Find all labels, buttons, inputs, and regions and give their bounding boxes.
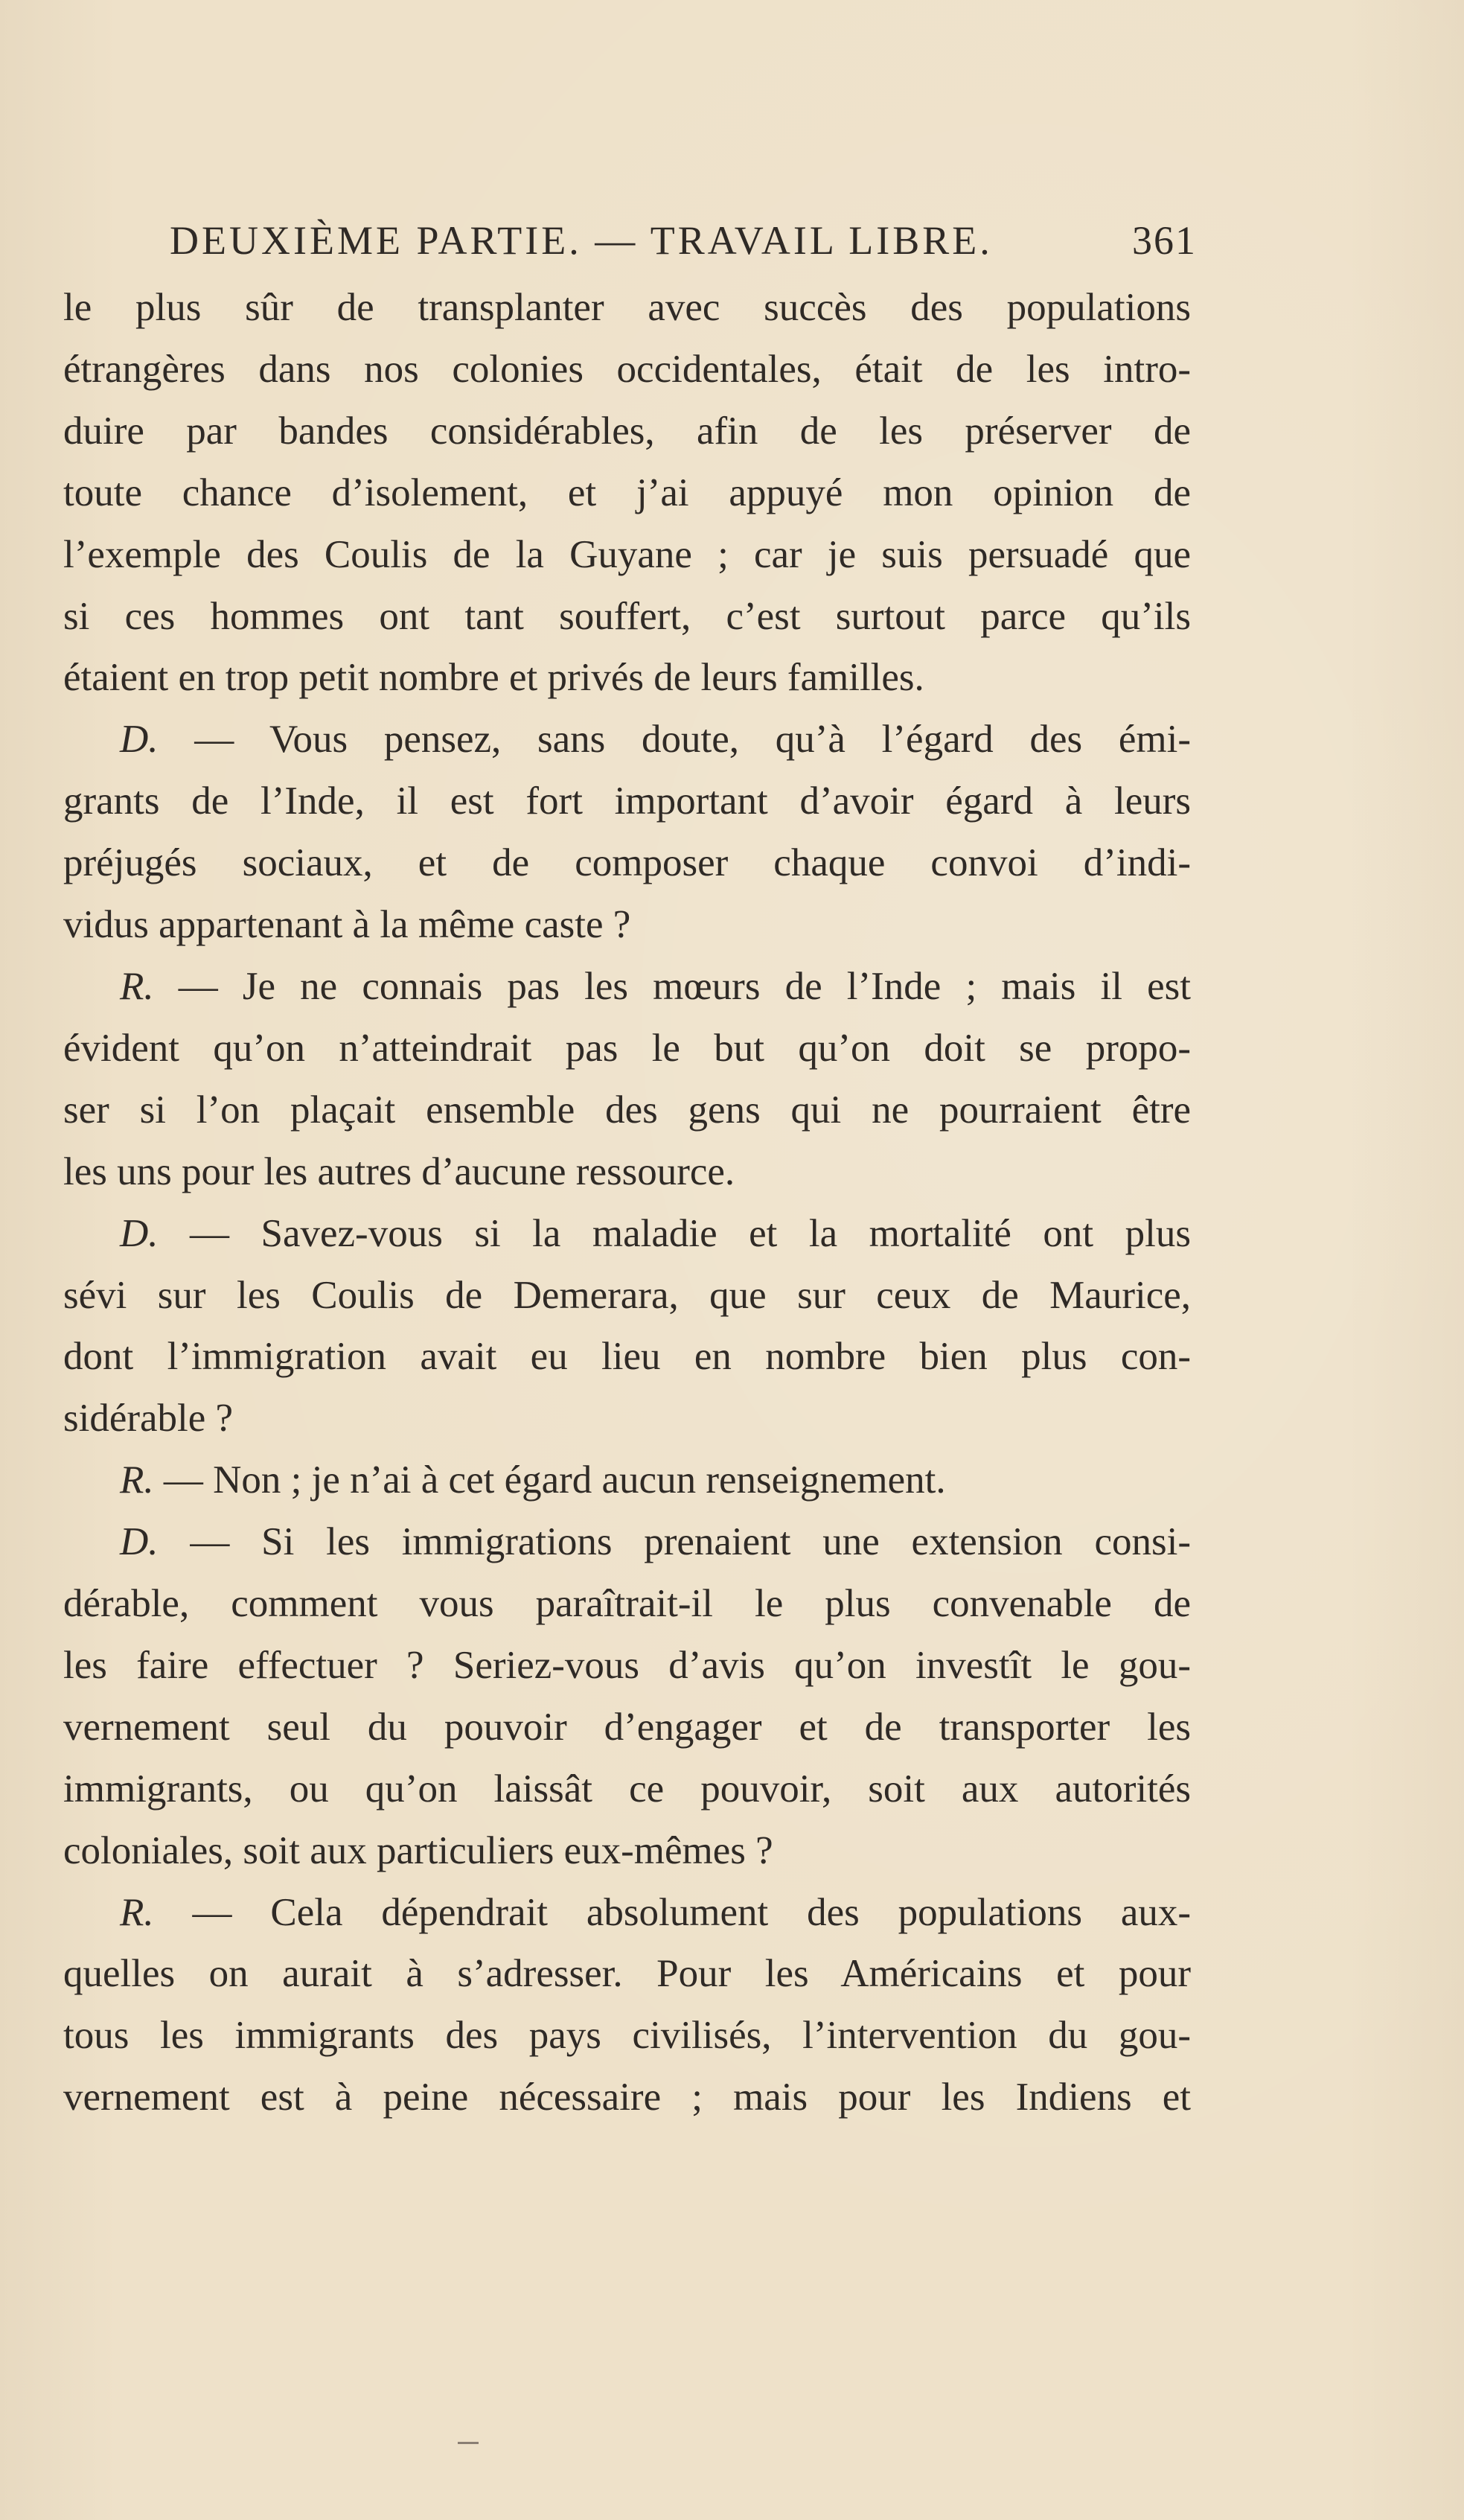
text-line: vidus appartenant à la même caste ? <box>63 903 631 947</box>
line-text: — Savez-vous si la maladie et la mortalité ont plus <box>158 1211 1191 1255</box>
speaker-label: R. <box>120 1458 154 1502</box>
text-line <box>63 1511 1191 1573</box>
text-line: le plus sûr de transplanter avec succès des populations <box>63 286 1191 329</box>
speaker-label: R. <box>120 1890 154 1934</box>
line-text: — Vous pensez, sans doute, qu’à l’égard des émi- <box>158 718 1191 762</box>
text-line: l’exemple des Coulis de la Guyane ; car je suis persuadé que <box>63 532 1191 576</box>
running-title: DEUXIÈME PARTIE. — TRAVAIL LIBRE. <box>170 218 993 263</box>
text-line: tous les immigrants des pays civilisés, l’intervention du gou- <box>63 2014 1191 2058</box>
text-line: vernement est à peine nécessaire ; mais pour les Indiens et <box>63 2076 1191 2119</box>
text-line: les faire effectuer ? Seriez-vous d’avis qu’on investît le gou- <box>63 1643 1191 1687</box>
question-paragraph <box>63 709 1191 956</box>
speaker-label: D. <box>120 718 159 762</box>
speaker-label: D. <box>120 1520 159 1564</box>
line-text: — Non ; je n’ai à cet égard aucun renseignement. <box>153 1458 946 1502</box>
question-paragraph <box>63 1203 1191 1450</box>
text-line <box>63 1203 1191 1265</box>
text-line: duire par bandes considérables, afin de les préserver de <box>63 409 1191 453</box>
line-text: — Je ne connais pas les mœurs de l’Inde ; mais il est <box>153 964 1191 1008</box>
line-text: — Cela dépendrait absolument des populations aux- <box>153 1890 1191 1934</box>
text-line: dérable, comment vous paraîtrait-il le plus convenable de <box>63 1582 1191 1626</box>
text-line: quelles on aurait à s’adresser. Pour les Américains et pour <box>63 1952 1191 1996</box>
answer-paragraph <box>63 1449 1191 1511</box>
text-line: sidérable ? <box>63 1397 234 1441</box>
text-line: dont l’immigration avait eu lieu en nombre bien plus con- <box>63 1335 1191 1379</box>
answer-paragraph <box>63 1882 1191 2129</box>
answer-paragraph <box>63 956 1191 1203</box>
page-number: 361 <box>1132 218 1197 263</box>
text-line <box>63 1882 1191 1944</box>
text-line: si ces hommes ont tant souffert, c’est surtout parce qu’ils <box>63 594 1191 638</box>
text-line: coloniales, soit aux particuliers eux-mêmes ? <box>63 1828 773 1872</box>
question-paragraph <box>63 1511 1191 1881</box>
text-line: immigrants, ou qu’on laissât ce pouvoir, soit aux autorités <box>63 1767 1191 1811</box>
text-line <box>63 956 1191 1018</box>
text-line: vernement seul du pouvoir d’engager et de transporter les <box>63 1705 1191 1749</box>
speaker-label: R. <box>120 964 154 1008</box>
text-line <box>63 1449 1191 1511</box>
text-line: évident qu’on n’atteindrait pas le but qu’on doit se propo- <box>63 1026 1191 1070</box>
text-line: grants de l’Inde, il est fort important d’avoir égard à leurs <box>63 779 1191 823</box>
text-line: toute chance d’isolement, et j’ai appuyé mon opinion de <box>63 470 1191 514</box>
body-text <box>63 277 1191 2128</box>
text-line <box>63 709 1191 771</box>
page-mark <box>458 2442 479 2444</box>
text-line: étaient en trop petit nombre et privés de leurs familles. <box>63 656 924 700</box>
page-header <box>170 214 1197 267</box>
text-line: étrangères dans nos colonies occidentales, était de les intro- <box>63 347 1191 391</box>
text-line: préjugés sociaux, et de composer chaque convoi d’indi- <box>63 841 1191 885</box>
paragraph <box>63 277 1191 709</box>
text-line: sévi sur les Coulis de Demerara, que sur ceux de Maurice, <box>63 1273 1191 1317</box>
line-text: — Si les immigrations prenaient une extension consi- <box>158 1520 1191 1564</box>
text-line: ser si l’on plaçait ensemble des gens qui ne pourraient être <box>63 1088 1191 1132</box>
speaker-label: D. <box>120 1211 159 1255</box>
text-line: les uns pour les autres d’aucune ressource. <box>63 1149 735 1193</box>
